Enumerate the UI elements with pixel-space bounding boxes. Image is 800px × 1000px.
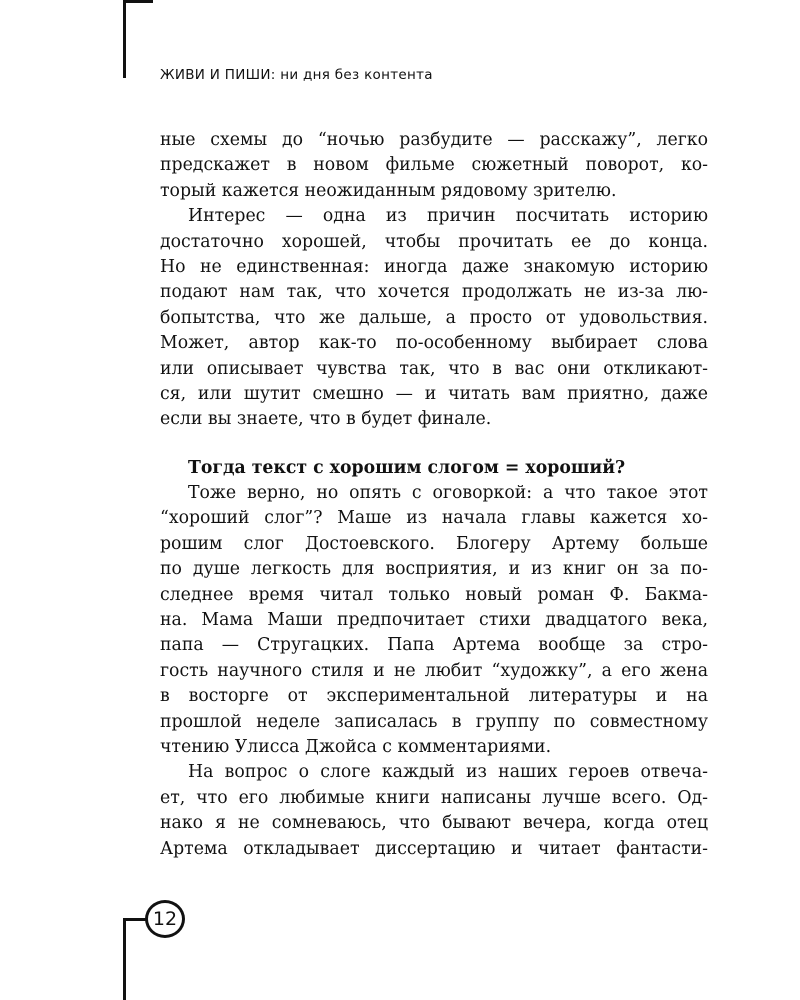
text-line: рошим слог Достоевского. Блогеру Артему больше [160,533,708,554]
subheading: Тогда текст с хорошим слогом = хороший? [188,457,626,478]
text-line: На вопрос о слоге каждый из наших героев отвеча- [188,762,708,783]
text-line: “хороший слог”? Маше из начала главы кажется хо- [160,508,708,529]
text-line: ет, что его любимые книги написаны лучше всего. Од- [160,787,708,808]
text-line: прошлой неделе записалась в группу по совместному [160,711,708,732]
text-line: или описывает чувства так, что в вас они откликают- [160,358,708,379]
text-line: в восторге от экспериментальной литературы и на [160,686,708,707]
bottom-corner-rule-cap [123,918,147,921]
text-line: бопытства, что же дальше, а просто от удовольствия. [160,307,708,328]
bottom-corner-rule [123,918,126,1000]
text-line: подают нам так, что хочется продолжать не из-за лю- [160,282,708,303]
text-line: гость научного стиля и не любит “художку”, а его жена [160,660,708,681]
top-corner-rule [123,0,126,78]
text-line: ся, или шутит смешно — и читать вам приятно, даже [160,383,708,404]
top-corner-rule-cap [123,0,153,3]
section-gap [160,433,708,456]
text-line: если вы знаете, что в будет финале. [160,409,492,430]
page-number: 12 [145,900,185,938]
text-line: следнее время читал только новый роман Ф. Бакма- [160,584,708,605]
text-line: Может, автор как-то по-особенному выбирает слова [160,333,708,354]
text-line: Интерес — одна из причин посчитать историю [188,206,708,227]
text-line: чтению Улисса Джойса с комментариями. [160,736,552,757]
body-text [160,128,708,862]
text-line: на. Мама Маши предпочитает стихи двадцатого века, [160,610,708,631]
text-line: Артема откладывает диссертацию и читает фантасти- [160,838,708,859]
running-head: ЖИВИ И ПИШИ: ни дня без контента [160,67,433,83]
text-line: Тоже верно, но опять с оговоркой: а что такое этот [188,483,708,504]
text-line: ные схемы до “ночью разбудите — расскажу”, легко [160,130,708,150]
text-line: папа — Стругацких. Папа Артема вообще за стро- [160,635,708,656]
text-line: торый кажется неожиданным рядовому зрителю. [160,180,617,201]
text-line: нако я не сомневаюсь, что бывают вечера, когда отец [160,813,708,834]
text-line: по душе легкость для восприятия, и из книг он за по- [160,559,708,580]
text-line: предскажет в новом фильме сюжетный поворот, ко- [160,155,708,176]
text-line: Но не единственная: иногда даже знакомую историю [160,256,708,277]
text-line: достаточно хорошей, чтобы прочитать ее до конца. [160,231,708,252]
